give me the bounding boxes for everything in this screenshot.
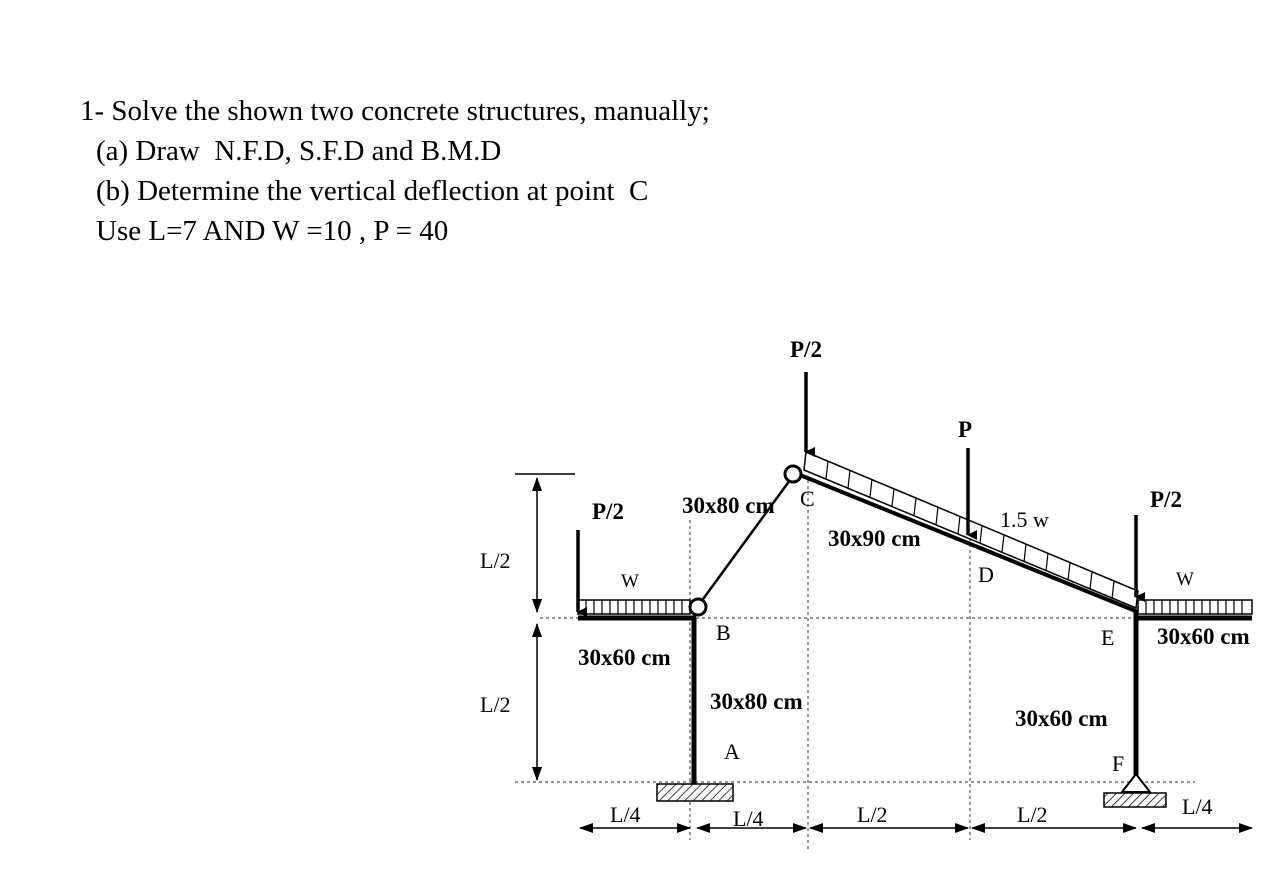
height-upper-label: L/2 bbox=[480, 548, 511, 573]
label-rafter-section: 30x90 cm bbox=[828, 526, 921, 551]
label-p-half-top: P/2 bbox=[790, 337, 822, 362]
label-w-inclined: 1.5 w bbox=[1000, 507, 1049, 532]
pin-support-f bbox=[1104, 774, 1166, 807]
label-left-cantilever-section: 30x60 cm bbox=[578, 645, 671, 670]
label-point-a: A bbox=[724, 739, 740, 764]
question-line-4: Use L=7 AND W =10 , P = 40 bbox=[96, 215, 449, 247]
label-span-3: L/2 bbox=[857, 802, 888, 827]
label-point-f: F bbox=[1112, 751, 1125, 776]
label-right-cantilever-section: 30x60 cm bbox=[1157, 624, 1250, 649]
label-column-ab-section: 30x80 cm bbox=[710, 689, 803, 714]
structural-members bbox=[578, 475, 1252, 784]
height-lower-label: L/2 bbox=[480, 692, 511, 717]
question-line-2: (a) Draw N.F.D, S.F.D and B.M.D bbox=[96, 135, 502, 167]
question-line-1: 1- Solve the shown two concrete structures, manually; bbox=[80, 95, 710, 127]
right-distributed-load bbox=[1138, 600, 1252, 614]
label-p-mid: P bbox=[958, 417, 973, 442]
label-point-d: D bbox=[978, 562, 994, 587]
hinge-b bbox=[690, 599, 706, 615]
label-point-e: E bbox=[1101, 625, 1115, 650]
label-strut-section: 30x80 cm bbox=[682, 493, 775, 518]
label-point-c: C bbox=[800, 486, 815, 511]
label-p-half-right: P/2 bbox=[1150, 487, 1182, 512]
label-w-right: W bbox=[1176, 569, 1194, 590]
label-point-b: B bbox=[716, 620, 731, 645]
label-span-5: L/4 bbox=[1182, 794, 1213, 819]
label-span-1: L/4 bbox=[610, 802, 641, 827]
label-w-left: W bbox=[621, 571, 639, 592]
label-span-2: L/4 bbox=[733, 806, 764, 831]
label-span-4: L/2 bbox=[1017, 802, 1048, 827]
label-p-half-left: P/2 bbox=[592, 499, 624, 524]
question-line-3: (b) Determine the vertical deflection at point C bbox=[96, 175, 649, 207]
hinge-c bbox=[785, 466, 801, 482]
fixed-support-a bbox=[657, 784, 733, 801]
left-distributed-load bbox=[578, 600, 690, 614]
label-column-ef-section: 30x60 cm bbox=[1015, 706, 1108, 731]
